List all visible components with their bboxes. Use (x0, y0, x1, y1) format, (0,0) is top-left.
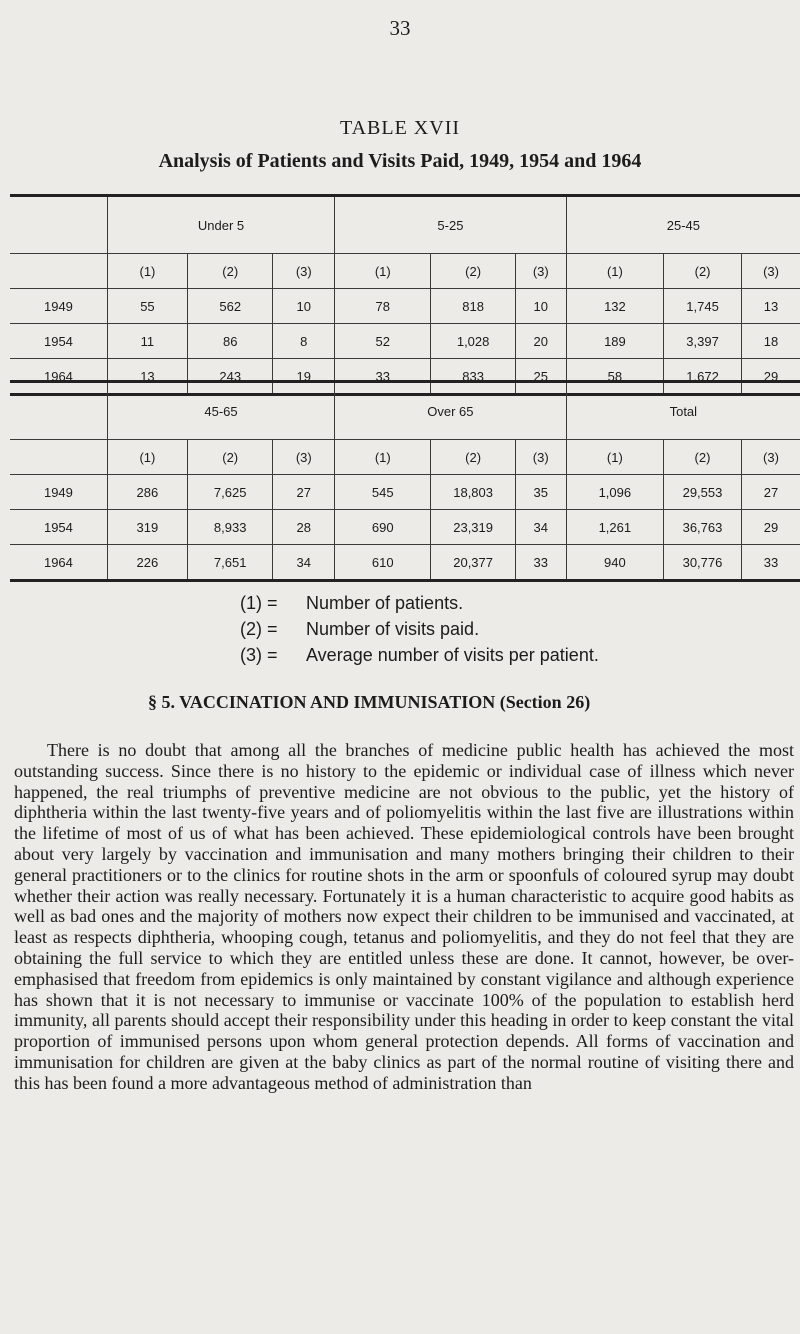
group-header: 45-65 (107, 382, 334, 440)
table-cell: 34 (515, 510, 566, 545)
legend-text: Number of visits paid. (306, 619, 480, 639)
table-cell: 19 (273, 359, 335, 395)
table-cell: 940 (566, 545, 663, 581)
table-subtitle: Analysis of Patients and Visits Paid, 1949, 1954 and 1964 (158, 150, 642, 172)
column-header: (3) (515, 254, 566, 289)
column-header: (1) (107, 254, 187, 289)
section-heading: § 5. VACCINATION AND IMMUNISATION (Section 26) (148, 692, 591, 712)
table-cell: 610 (335, 545, 431, 581)
table-block-2 (10, 380, 800, 582)
table-block-1 (10, 194, 800, 396)
table-cell: 27 (273, 475, 335, 510)
column-header: (2) (187, 440, 272, 475)
group-header-row (10, 196, 800, 254)
column-header: (2) (664, 254, 742, 289)
column-header: (1) (107, 440, 187, 475)
legend-item (240, 590, 599, 616)
row-year: 1949 (10, 289, 107, 324)
table-title: TABLE XVII (339, 117, 461, 139)
legend-code: (1) = (240, 593, 278, 613)
row-label-header (10, 254, 107, 289)
table-cell: 28 (273, 510, 335, 545)
subheader-row (10, 440, 800, 475)
table-cell: 1,745 (664, 289, 742, 324)
table-cell: 132 (566, 289, 663, 324)
table-cell: 818 (431, 289, 515, 324)
page-number: 33 (389, 16, 411, 40)
row-year: 1949 (10, 475, 107, 510)
table-cell: 35 (515, 475, 566, 510)
table-cell: 11 (107, 324, 187, 359)
column-header: (1) (335, 254, 431, 289)
table-cell: 833 (431, 359, 515, 395)
table-cell: 13 (742, 289, 800, 324)
table-cell: 10 (273, 289, 335, 324)
table-cell: 545 (335, 475, 431, 510)
subheader-row (10, 254, 800, 289)
table-cell: 7,651 (187, 545, 272, 581)
column-header: (3) (273, 254, 335, 289)
legend-code: (3) = (240, 645, 278, 665)
column-header: (1) (335, 440, 431, 475)
group-header: Total (566, 382, 800, 440)
table-cell: 319 (107, 510, 187, 545)
table-cell: 23,319 (431, 510, 515, 545)
table-row (10, 289, 800, 324)
legend-item (240, 616, 599, 642)
column-header: (3) (515, 440, 566, 475)
table-cell: 3,397 (664, 324, 742, 359)
table-cell: 55 (107, 289, 187, 324)
table-cell: 20,377 (431, 545, 515, 581)
table-cell: 33 (335, 359, 431, 395)
table-cell: 52 (335, 324, 431, 359)
table-cell: 226 (107, 545, 187, 581)
corner-cell (10, 196, 107, 254)
legend-code: (2) = (240, 619, 278, 639)
column-header: (3) (273, 440, 335, 475)
table-cell: 690 (335, 510, 431, 545)
table-cell: 20 (515, 324, 566, 359)
table-cell: 86 (187, 324, 272, 359)
table-row (10, 324, 800, 359)
body-paragraph: There is no doubt that among all the branches of medicine public health has achieved the most outstanding success. Since there is no history to the epidemic or individual case of illness which never happened, the real triumphs of preventive medicine are not obvious to the public, yet the history of diphtheria within the last twenty-five years and of poliomyelitis within the last five are illustrations within the lifetime of most of us of what has been achieved. These epidemiological controls have been brought about very largely by vaccination and immunisation and many mothers bringing their children to their general practitioners or to the clinics for routine shots in the arm or spoonfuls of coloured syrup may doubt whether their action was really necessary. Fortunately it is a human characteristic to acquire good habits as well as bad ones and the majority of mothers now expect their children to be immunised and vaccinated, at least as respects diphtheria, whooping cough, tetanus and poliomyelitis, and they do not feel that they are obtaining the full service to which they are entitled unless these are done. It cannot, however, be over-emphasised that freedom from epidemics is only maintained by constant vigilance and although experience has shown that it is not necessary to immunise or vaccinate 100% of the population to establish herd immunity, all parents should accept their responsibility under this heading in order to keep constant the vital proportion of immunised persons upon whom general protection depends. All forms of vaccination and immunisation for children are given at the baby clinics as part of the normal routine of visiting there and this has been found a more advantageous method of administration than (14, 740, 794, 1093)
table-cell: 562 (187, 289, 272, 324)
row-year: 1964 (10, 545, 107, 581)
legend-text: Number of patients. (306, 593, 464, 613)
table-cell: 34 (273, 545, 335, 581)
table-legend (240, 590, 599, 668)
table-cell: 10 (515, 289, 566, 324)
column-header: (2) (431, 254, 515, 289)
group-header: 5-25 (335, 196, 567, 254)
table-cell: 189 (566, 324, 663, 359)
column-header: (3) (741, 440, 800, 475)
table-cell: 29 (742, 359, 800, 395)
column-header: (2) (431, 440, 515, 475)
table-cell: 13 (107, 359, 187, 395)
group-header: 25-45 (566, 196, 800, 254)
table-cell: 29 (741, 510, 800, 545)
table-cell: 30,776 (664, 545, 742, 581)
table-row (10, 510, 800, 545)
row-year: 1964 (10, 359, 107, 395)
corner-cell (10, 382, 107, 440)
table-row (10, 545, 800, 581)
group-header: Under 5 (107, 196, 334, 254)
table-cell: 33 (515, 545, 566, 581)
table-cell: 243 (187, 359, 272, 395)
table-cell: 286 (107, 475, 187, 510)
table-cell: 27 (741, 475, 800, 510)
column-header: (1) (566, 440, 663, 475)
table-cell: 18,803 (431, 475, 515, 510)
table-cell: 18 (742, 324, 800, 359)
table-cell: 1,028 (431, 324, 515, 359)
table-cell: 29,553 (664, 475, 742, 510)
table-cell: 1,672 (664, 359, 742, 395)
column-header: (2) (187, 254, 272, 289)
column-header: (2) (664, 440, 742, 475)
table-cell: 7,625 (187, 475, 272, 510)
table-cell: 36,763 (664, 510, 742, 545)
table-cell: 58 (566, 359, 663, 395)
table-cell: 1,261 (566, 510, 663, 545)
table-cell: 8 (273, 324, 335, 359)
table-cell: 25 (515, 359, 566, 395)
group-header-row (10, 382, 800, 440)
row-year: 1954 (10, 510, 107, 545)
table-cell: 33 (741, 545, 800, 581)
table-cell: 8,933 (187, 510, 272, 545)
row-label-header (10, 440, 107, 475)
column-header: (1) (566, 254, 663, 289)
table-cell: 78 (335, 289, 431, 324)
column-header: (3) (742, 254, 800, 289)
table-row (10, 475, 800, 510)
legend-text: Average number of visits per patient. (306, 645, 599, 665)
table-cell: 1,096 (566, 475, 663, 510)
row-year: 1954 (10, 324, 107, 359)
legend-item (240, 642, 599, 668)
group-header: Over 65 (335, 382, 567, 440)
